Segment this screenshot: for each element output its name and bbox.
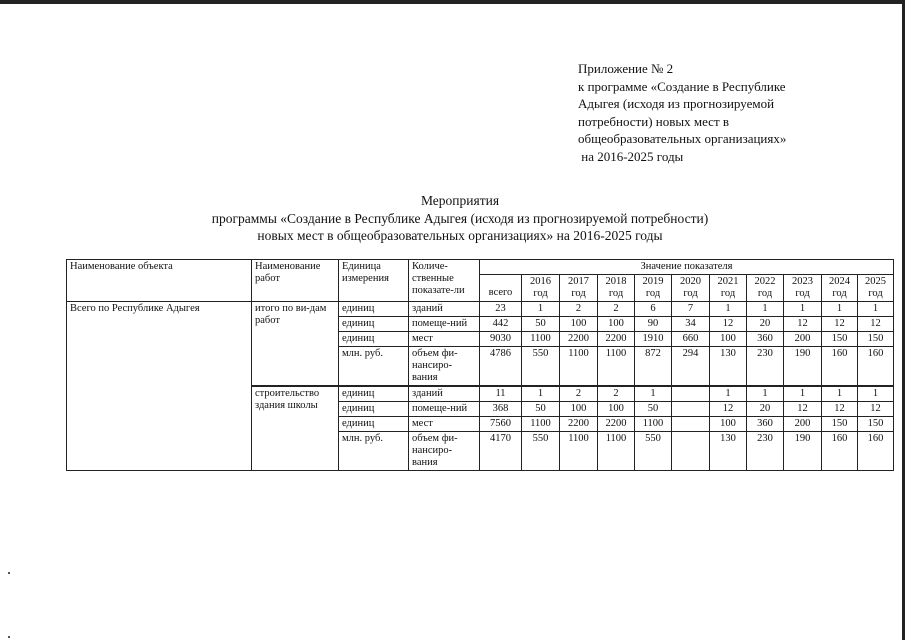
year-value-cell: 100 bbox=[598, 317, 635, 332]
year-value-cell: 100 bbox=[560, 402, 598, 417]
total-cell: 368 bbox=[480, 402, 522, 417]
year-value-cell: 2200 bbox=[560, 332, 598, 347]
title-line: программы «Создание в Республике Адыгея (исходя из прогнозируемой потребности) bbox=[211, 210, 709, 226]
unit-cell: единиц bbox=[339, 402, 409, 417]
year-value-cell: 12 bbox=[784, 402, 822, 417]
total-cell: 23 bbox=[480, 302, 522, 317]
indicator-cell: мест bbox=[409, 417, 480, 432]
indicator-cell: объем фи-нансиро-вания bbox=[409, 347, 480, 387]
year-value-cell: 550 bbox=[522, 432, 560, 471]
total-cell: 4786 bbox=[480, 347, 522, 387]
year-value-cell: 34 bbox=[672, 317, 710, 332]
header-year: 2023 год bbox=[784, 275, 822, 302]
year-value-cell: 1 bbox=[784, 302, 822, 317]
year-value-cell: 130 bbox=[710, 432, 747, 471]
year-value-cell: 12 bbox=[822, 402, 858, 417]
year-value-cell: 6 bbox=[635, 302, 672, 317]
year-value-cell: 150 bbox=[858, 332, 894, 347]
indicator-cell: мест bbox=[409, 332, 480, 347]
header-year: 2024 год bbox=[822, 275, 858, 302]
header-unit: Единица измерения bbox=[339, 260, 409, 302]
year-value-cell: 90 bbox=[635, 317, 672, 332]
year-value-cell: 2 bbox=[598, 302, 635, 317]
scan-speck bbox=[8, 572, 10, 574]
table-row bbox=[67, 302, 894, 317]
appendix-line: на 2016-2025 годы bbox=[578, 148, 684, 164]
total-cell: 4170 bbox=[480, 432, 522, 471]
year-value-cell: 12 bbox=[710, 402, 747, 417]
header-year: 2016 год bbox=[522, 275, 560, 302]
year-value-cell: 230 bbox=[747, 432, 784, 471]
year-value-cell: 2 bbox=[598, 386, 635, 402]
header-object: Наименование объекта bbox=[67, 260, 252, 302]
year-value-cell: 1 bbox=[710, 386, 747, 402]
header-row bbox=[67, 260, 894, 275]
year-value-cell: 160 bbox=[822, 347, 858, 387]
appendix-line: Приложение № 2 bbox=[578, 61, 674, 76]
title-line: новых мест в общеобразовательных организациях» на 2016-2025 годы bbox=[257, 228, 663, 243]
year-value-cell: 2200 bbox=[598, 332, 635, 347]
total-cell: 11 bbox=[480, 386, 522, 402]
year-value-cell: 1100 bbox=[560, 347, 598, 387]
year-value-cell: 1100 bbox=[522, 417, 560, 432]
year-value-cell: 130 bbox=[710, 347, 747, 387]
header-year: 2018 год bbox=[598, 275, 635, 302]
header-year: 2022 год bbox=[747, 275, 784, 302]
unit-cell: единиц bbox=[339, 317, 409, 332]
year-value-cell: 12 bbox=[710, 317, 747, 332]
year-value-cell: 50 bbox=[522, 317, 560, 332]
year-value-cell bbox=[672, 386, 710, 402]
year-value-cell: 150 bbox=[822, 417, 858, 432]
year-value-cell: 1 bbox=[522, 386, 560, 402]
year-value-cell: 50 bbox=[522, 402, 560, 417]
year-value-cell: 1100 bbox=[522, 332, 560, 347]
unit-cell: единиц bbox=[339, 386, 409, 402]
works-cell: итого по ви-дам работ bbox=[252, 302, 339, 387]
year-value-cell: 360 bbox=[747, 417, 784, 432]
indicator-cell: помеще-ний bbox=[409, 317, 480, 332]
indicator-cell: помеще-ний bbox=[409, 402, 480, 417]
year-value-cell: 1100 bbox=[635, 417, 672, 432]
appendix-line: Адыгея (исходя из прогнозируемой bbox=[578, 96, 775, 111]
year-value-cell: 160 bbox=[858, 432, 894, 471]
year-value-cell: 100 bbox=[710, 332, 747, 347]
unit-cell: единиц bbox=[339, 302, 409, 317]
year-value-cell: 1 bbox=[635, 386, 672, 402]
appendix-note bbox=[578, 60, 786, 165]
year-value-cell: 1 bbox=[858, 386, 894, 402]
year-value-cell: 160 bbox=[858, 347, 894, 387]
year-value-cell: 190 bbox=[784, 432, 822, 471]
indicator-cell: зданий bbox=[409, 302, 480, 317]
works-cell: строительство здания школы bbox=[252, 386, 339, 471]
year-value-cell: 1100 bbox=[598, 432, 635, 471]
year-value-cell: 1100 bbox=[598, 347, 635, 387]
year-value-cell: 2 bbox=[560, 386, 598, 402]
year-value-cell: 1 bbox=[747, 302, 784, 317]
year-value-cell bbox=[672, 432, 710, 471]
year-value-cell: 20 bbox=[747, 317, 784, 332]
year-value-cell: 294 bbox=[672, 347, 710, 387]
year-value-cell: 1 bbox=[858, 302, 894, 317]
header-value: Значение показателя bbox=[480, 260, 894, 275]
year-value-cell: 100 bbox=[598, 402, 635, 417]
year-value-cell: 12 bbox=[858, 317, 894, 332]
page-top-edge bbox=[0, 0, 905, 4]
year-value-cell: 150 bbox=[858, 417, 894, 432]
year-value-cell: 190 bbox=[784, 347, 822, 387]
year-value-cell: 1 bbox=[822, 302, 858, 317]
year-value-cell: 1 bbox=[784, 386, 822, 402]
year-value-cell: 1 bbox=[747, 386, 784, 402]
year-value-cell: 660 bbox=[672, 332, 710, 347]
year-value-cell: 230 bbox=[747, 347, 784, 387]
document-title bbox=[60, 192, 860, 245]
header-works: Наименование работ bbox=[252, 260, 339, 302]
object-name-cell: Всего по Республике Адыгея bbox=[67, 302, 252, 471]
header-total: всего bbox=[480, 275, 522, 302]
year-value-cell: 200 bbox=[784, 417, 822, 432]
year-value-cell: 160 bbox=[822, 432, 858, 471]
total-cell: 7560 bbox=[480, 417, 522, 432]
year-value-cell: 200 bbox=[784, 332, 822, 347]
header-quantitative: Количе-ственные показате-ли bbox=[409, 260, 480, 302]
year-value-cell: 1 bbox=[710, 302, 747, 317]
header-year: 2025 год bbox=[858, 275, 894, 302]
total-cell: 442 bbox=[480, 317, 522, 332]
year-value-cell: 100 bbox=[560, 317, 598, 332]
year-value-cell: 2 bbox=[560, 302, 598, 317]
year-value-cell: 12 bbox=[822, 317, 858, 332]
year-value-cell bbox=[672, 402, 710, 417]
appendix-line: потребности) новых мест в bbox=[578, 113, 730, 129]
year-value-cell: 872 bbox=[635, 347, 672, 387]
year-value-cell: 360 bbox=[747, 332, 784, 347]
year-value-cell: 1 bbox=[822, 386, 858, 402]
year-value-cell: 550 bbox=[522, 347, 560, 387]
year-value-cell: 12 bbox=[858, 402, 894, 417]
indicator-cell: зданий bbox=[409, 386, 480, 402]
unit-cell: млн. руб. bbox=[339, 432, 409, 471]
year-value-cell: 1910 bbox=[635, 332, 672, 347]
indicator-cell: объем фи-нансиро-вания bbox=[409, 432, 480, 471]
header-year: 2020 год bbox=[672, 275, 710, 302]
year-value-cell: 50 bbox=[635, 402, 672, 417]
total-cell: 9030 bbox=[480, 332, 522, 347]
year-value-cell: 550 bbox=[635, 432, 672, 471]
title-line: Мероприятия bbox=[420, 193, 500, 208]
measures-table bbox=[66, 259, 894, 471]
unit-cell: единиц bbox=[339, 332, 409, 347]
unit-cell: млн. руб. bbox=[339, 347, 409, 387]
year-value-cell: 2200 bbox=[598, 417, 635, 432]
header-year: 2021 год bbox=[710, 275, 747, 302]
year-value-cell bbox=[672, 417, 710, 432]
year-value-cell: 12 bbox=[784, 317, 822, 332]
year-value-cell: 100 bbox=[710, 417, 747, 432]
year-value-cell: 150 bbox=[822, 332, 858, 347]
header-year: 2017 год bbox=[560, 275, 598, 302]
appendix-line: общеобразовательных организациях» bbox=[578, 131, 787, 146]
year-value-cell: 7 bbox=[672, 302, 710, 317]
scan-speck bbox=[8, 636, 10, 638]
header-year: 2019 год bbox=[635, 275, 672, 302]
appendix-line: к программе «Создание в Республике bbox=[578, 78, 786, 94]
year-value-cell: 20 bbox=[747, 402, 784, 417]
year-value-cell: 1100 bbox=[560, 432, 598, 471]
year-value-cell: 2200 bbox=[560, 417, 598, 432]
year-value-cell: 1 bbox=[522, 302, 560, 317]
unit-cell: единиц bbox=[339, 417, 409, 432]
